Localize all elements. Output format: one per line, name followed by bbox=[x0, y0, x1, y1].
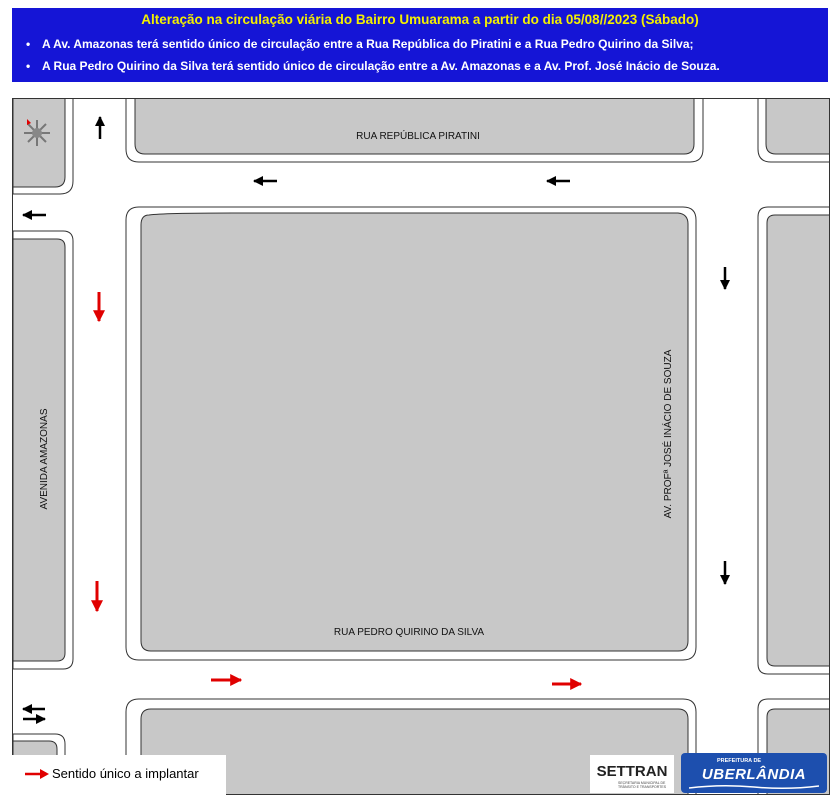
city-block bbox=[758, 207, 830, 674]
bullet-text: A Rua Pedro Quirino da Silva terá sentido único de circulação entre a Av. Amazonas e a Av. Prof. José Inácio de Souza. bbox=[42, 59, 720, 73]
prefeitura-logo-top: PREFEITURA DE bbox=[717, 758, 762, 764]
street-label-bottom: RUA PEDRO QUIRINO DA SILVA bbox=[333, 627, 485, 638]
banner-title: Alteração na circulação viária do Bairro Umuarama a partir do dia 05/08//2023 (Sábado) bbox=[141, 12, 699, 27]
city-block bbox=[13, 99, 73, 194]
central-block bbox=[126, 207, 696, 660]
street-label-right: AV. PROFª JOSÉ INÁCIO DE SOUZA bbox=[663, 349, 674, 519]
bullet-text: A Av. Amazonas terá sentido único de circulação entre a Rua República do Piratini e a Rua Pedro Quirino da Silva; bbox=[42, 37, 694, 51]
banner-bullet bbox=[26, 59, 720, 73]
settran-logo-subtitle: SECRETARIA MUNICIPAL DE TRÂNSITO E TRANSPORTES bbox=[618, 781, 667, 789]
settran-logo-name: SETTRAN bbox=[596, 763, 668, 780]
notice-banner bbox=[12, 8, 828, 82]
city-block bbox=[758, 99, 830, 162]
two-way-arrow-icon bbox=[23, 709, 45, 719]
legend-label: Sentido único a implantar bbox=[52, 766, 199, 781]
settran-logo bbox=[590, 755, 674, 793]
street-map bbox=[12, 98, 830, 795]
prefeitura-logo-name: UBERLÂNDIA bbox=[701, 766, 807, 783]
map-canvas bbox=[13, 99, 830, 795]
map-legend bbox=[12, 755, 226, 795]
prefeitura-logo bbox=[681, 753, 827, 793]
bullet-dot: • bbox=[26, 59, 31, 73]
street-label-left: AVENIDA AMAZONAS bbox=[39, 408, 50, 510]
bullet-dot: • bbox=[26, 37, 31, 51]
red-arrow-icon bbox=[25, 769, 49, 779]
street-label-top: RUA REPÚBLICA PIRATINI bbox=[356, 131, 480, 142]
banner-bullet bbox=[26, 37, 694, 51]
logo-wave-icon bbox=[689, 784, 819, 790]
